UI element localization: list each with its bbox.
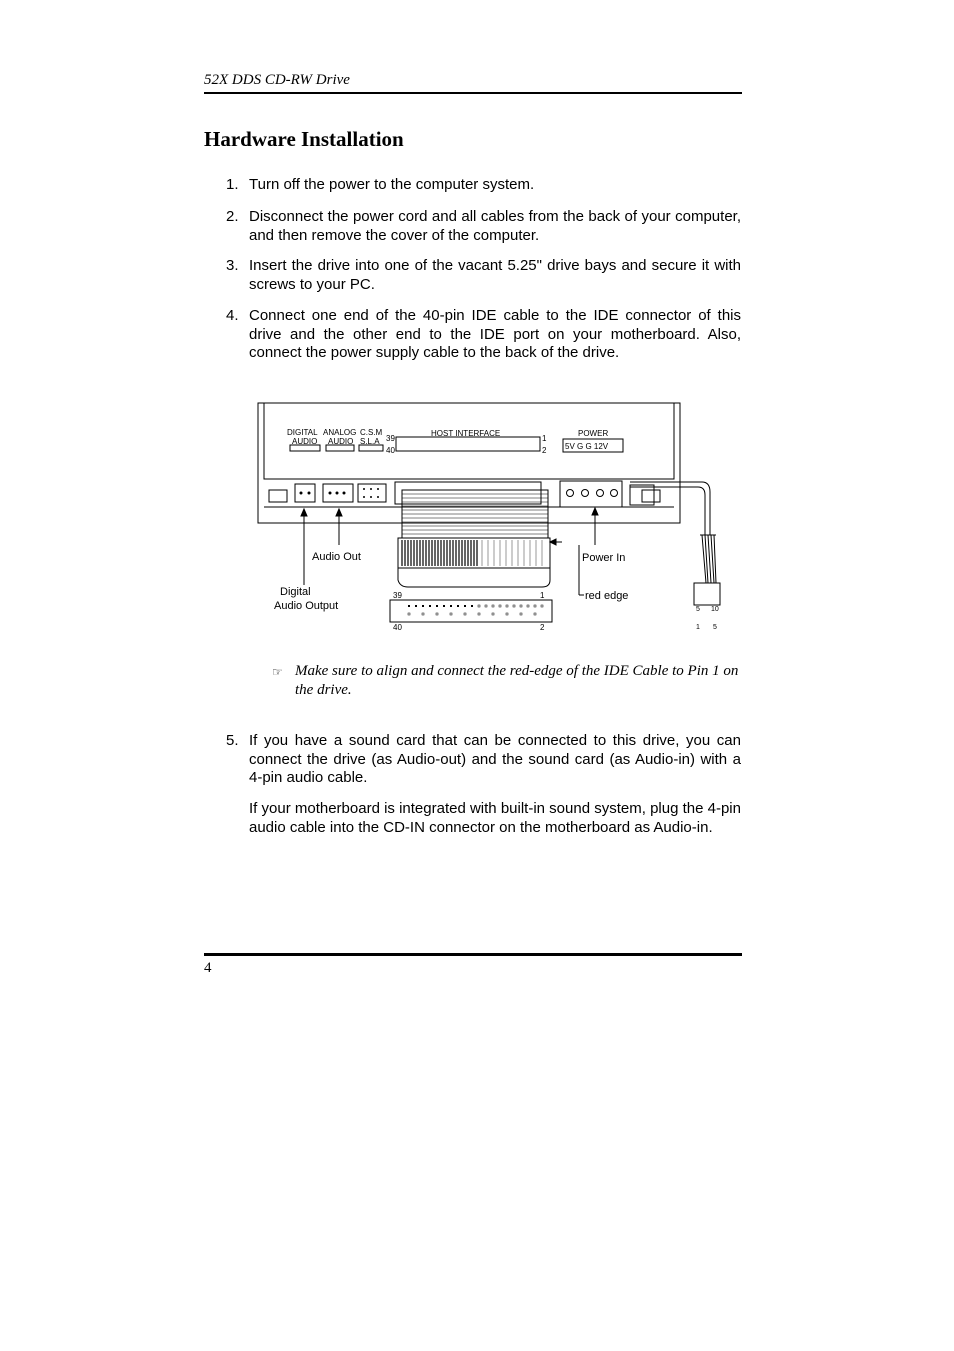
step-text: Insert the drive into one of the vacant 5.25" drive bays and secure it with screws to your PC. [249, 257, 741, 293]
ribbon-cable-loop [398, 568, 550, 587]
callout-audio-out: Audio Out [312, 551, 361, 563]
ide-cable-plug [390, 600, 552, 622]
jumper-block [358, 484, 386, 502]
host-interface-label-box [396, 437, 540, 451]
page-title: Hardware Installation [204, 127, 404, 151]
note-text: Make sure to align and connect the red-edge of the IDE Cable to Pin 1 on the drive. [295, 663, 739, 698]
panel-power-label: POWER [578, 429, 609, 438]
step-number: 1. [226, 176, 239, 193]
callout-digital-audio-output: Audio Output [274, 600, 339, 612]
power-connector [560, 481, 622, 507]
digital-audio-connector [295, 484, 315, 502]
red-edge-arrow [550, 539, 556, 545]
panel-pin-2: 2 [542, 446, 547, 455]
header-rule [204, 92, 742, 94]
small-plug-pin-5: 5 [696, 606, 700, 613]
drive-rear-panel [264, 403, 674, 479]
step-number: 3. [226, 257, 239, 274]
panel-pin-40: 40 [386, 446, 395, 455]
small-plug-pin-1: 1 [696, 624, 700, 631]
panel-csm-label: C.S.M [360, 428, 383, 437]
callout-power-in: Power In [582, 552, 626, 564]
step-text: Connect one end of the 40-pin IDE cable to the IDE connector of this drive and the other end to the IDE port on your motherboard. Also, connect the power supply cable to the back of the drive. [249, 307, 741, 361]
drive-body-outline [258, 403, 680, 523]
panel-analog-audio-label: AUDIO [328, 437, 354, 446]
drive-connection-diagram [250, 395, 730, 640]
step-text: Turn off the power to the computer system. [249, 176, 535, 193]
plug-pin-2: 2 [540, 623, 545, 632]
panel-power-pins-label: 5V G G 12V [565, 442, 609, 451]
step-text: If you have a sound card that can be connected to this drive, you can connect the drive (as Audio-out) and the sound card (as Audio-in) with a 4-pin audio cable. [249, 732, 741, 786]
step-number: 4. [226, 307, 239, 324]
step-number: 2. [226, 208, 239, 225]
panel-analog-label: ANALOG [323, 428, 357, 437]
small-plug-pin-10: 10 [711, 606, 719, 613]
plug-pin-39: 39 [393, 591, 402, 600]
panel-pin-39: 39 [386, 434, 395, 443]
running-header: 52X DDS CD-RW Drive [204, 72, 350, 88]
panel-digital-audio-label: AUDIO [292, 437, 318, 446]
step-number: 5. [226, 732, 239, 749]
ide-connector [395, 482, 541, 504]
panel-pin-1: 1 [542, 434, 547, 443]
panel-sla-label: S.L.A [360, 437, 380, 446]
step-text: Disconnect the power cord and all cables from the back of your computer, and then remove the cover of the computer. [249, 208, 741, 244]
callout-digital: Digital [280, 586, 311, 598]
page-number: 4 [204, 960, 212, 976]
sound-system-paragraph: If your motherboard is integrated with built-in sound system, plug the 4-pin audio cable into the CD-IN connector on the motherboard as Audio-in. [249, 800, 741, 836]
plug-pin-1: 1 [540, 591, 545, 600]
panel-digital-label: DIGITAL [287, 428, 318, 437]
small-power-plug [694, 583, 720, 605]
plug-pin-40: 40 [393, 623, 402, 632]
panel-host-interface-label: HOST INTERFACE [431, 429, 501, 438]
small-plug-pin-5b: 5 [713, 624, 717, 631]
pointing-hand-icon: ☞ [272, 665, 283, 679]
callout-red-edge: red edge [585, 590, 629, 602]
footer-rule [204, 953, 742, 956]
